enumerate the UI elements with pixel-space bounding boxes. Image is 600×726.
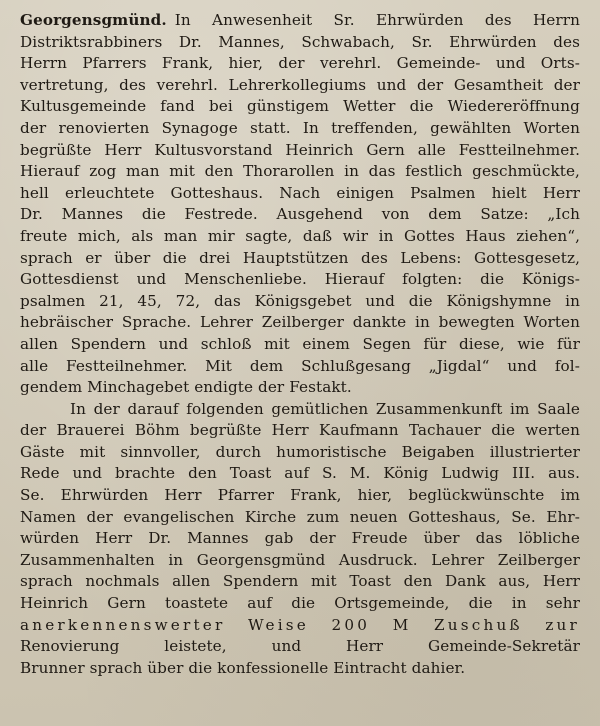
text-line: alle Festteilnehmer. Mit dem Schlußgesang „Jigdal“ und fol- bbox=[20, 356, 580, 375]
text-line: Se. Ehrwürden Herr Pfarrer Frank, hier, beglückwünschte im bbox=[20, 486, 580, 505]
text-line: Rede und brachte den Toast auf S. M. König Ludwig III. aus. bbox=[20, 464, 580, 483]
text-line: Gottesdienst und Menschenliebe. Hierauf folgten: die Königs- bbox=[20, 270, 580, 289]
paragraph-2 bbox=[20, 399, 580, 680]
text-line: hebräischer Sprache. Lehrer Zeilberger dankte in bewegten Worten bbox=[20, 313, 580, 332]
text-line: der Brauerei Böhm begrüßte Herr Kaufmann Tachauer die werten bbox=[20, 421, 580, 440]
text-line: vertretung, des verehrl. Lehrerkollegiums und der Gesamtheit der bbox=[20, 75, 580, 94]
text-line: anerkennenswerter Weise 200 M Zuschuß zur bbox=[20, 615, 580, 634]
article-heading: Georgensgmünd. bbox=[20, 11, 167, 29]
text-line: In der darauf folgenden gemütlichen Zusammenkunft im Saale bbox=[70, 399, 580, 418]
text-line: freute mich, als man mir sagte, daß wir in Gottes Haus ziehen“, bbox=[20, 226, 580, 245]
paragraph-1 bbox=[20, 10, 580, 399]
text-line: Brunner sprach über die konfessionelle Eintracht dahier. bbox=[20, 658, 466, 677]
text-line: gendem Minchagebet endigte der Festakt. bbox=[20, 378, 352, 397]
text-line: Kultusgemeinde fand bei günstigem Wetter die Wiedereröffnung bbox=[20, 97, 580, 116]
text-line: würden Herr Dr. Mannes gab der Freude über das löbliche bbox=[20, 529, 580, 548]
text-line: Renovierung leistete, und Herr Gemeinde-Sekretär bbox=[20, 637, 580, 656]
text-line: hell erleuchtete Gotteshaus. Nach einigen Psalmen hielt Herr bbox=[20, 183, 580, 202]
text-line: Zusammenhalten in Georgensgmünd Ausdruck. Lehrer Zeilberger bbox=[20, 550, 580, 569]
text-line: sprach nochmals allen Spendern mit Toast den Dank aus, Herr bbox=[20, 572, 580, 591]
text-line: allen Spendern und schloß mit einem Segen für diese, wie für bbox=[20, 334, 580, 353]
text-line: psalmen 21, 45, 72, das Königsgebet und die Königshymne in bbox=[20, 291, 580, 310]
text-line bbox=[20, 10, 580, 32]
text-line: Heinrich Gern toastete auf die Ortsgemeinde, die in sehr bbox=[20, 594, 580, 613]
text-line: begrüßte Herr Kultusvorstand Heinrich Gern alle Festteilnehmer. bbox=[20, 140, 580, 159]
text-line: sprach er über die drei Hauptstützen des Lebens: Gottesgesetz, bbox=[20, 248, 580, 267]
text-line: Gäste mit sinnvoller, durch humoristische Beigaben illustrierter bbox=[20, 442, 580, 461]
text-line-content: In Anwesenheit Sr. Ehrwürden des Herrn bbox=[174, 11, 580, 29]
text-line: Hierauf zog man mit den Thorarollen in das festlich geschmückte, bbox=[20, 162, 580, 181]
text-line: Herrn Pfarrers Frank, hier, der verehrl. Gemeinde- und Orts- bbox=[20, 54, 580, 73]
text-line: der renovierten Synagoge statt. In treffenden, gewählten Worten bbox=[20, 118, 580, 137]
text-line: Distriktsrabbiners Dr. Mannes, Schwabach, Sr. Ehrwürden des bbox=[20, 32, 580, 51]
text-line: Dr. Mannes die Festrede. Ausgehend von dem Satze: „Ich bbox=[20, 205, 580, 224]
text-line: Namen der evangelischen Kirche zum neuen Gotteshaus, Se. Ehr- bbox=[20, 507, 580, 526]
